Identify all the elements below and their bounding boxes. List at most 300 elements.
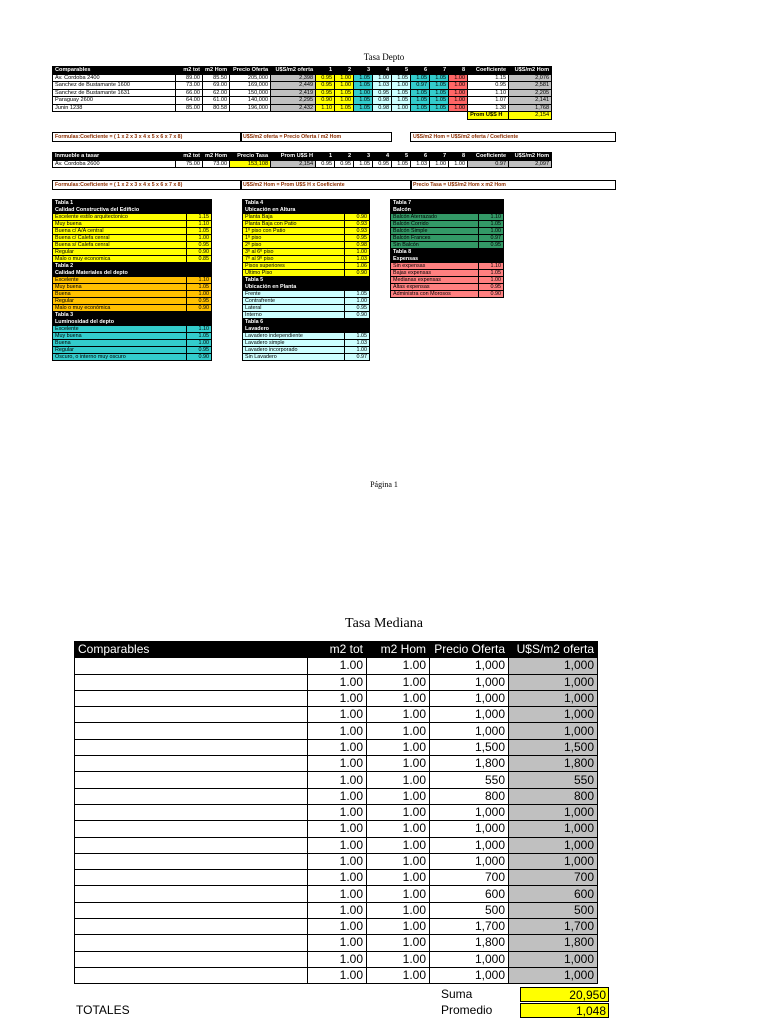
empty-cell bbox=[335, 112, 354, 120]
factor-label: Lavadero simple bbox=[243, 340, 345, 347]
cell: 1.05 bbox=[430, 82, 449, 90]
cell: 1.00 bbox=[308, 804, 367, 820]
cell bbox=[75, 674, 308, 690]
cell: 1.00 bbox=[367, 772, 430, 788]
factor-row bbox=[53, 242, 212, 249]
cell: 700 bbox=[509, 870, 598, 886]
factor-label: Balcón Frances bbox=[391, 235, 479, 242]
factor-value: 0.90 bbox=[187, 354, 212, 361]
col-header: m2 tot bbox=[176, 153, 203, 161]
factor-row bbox=[53, 354, 212, 361]
cell: 1,768 bbox=[509, 104, 552, 112]
prom-value: 2,154 bbox=[509, 112, 552, 120]
factor-header-row bbox=[53, 200, 212, 207]
cell: 73.00 bbox=[176, 82, 203, 90]
cell: 1,000 bbox=[430, 837, 509, 853]
col-header: U$S/m2 oferta bbox=[271, 67, 316, 75]
factor-value: 1.05 bbox=[345, 291, 370, 298]
cell: Av. Cordoba 2400 bbox=[53, 74, 176, 82]
factor-label: Malo o muy económica bbox=[53, 305, 187, 312]
cell bbox=[75, 690, 308, 706]
cell bbox=[75, 739, 308, 755]
cell: 1.00 bbox=[449, 97, 468, 105]
factor-row bbox=[243, 312, 370, 319]
cell: 169,000 bbox=[230, 82, 271, 90]
cell: 1.05 bbox=[392, 160, 411, 168]
cell: 1.00 bbox=[367, 739, 430, 755]
cell: 1.00 bbox=[308, 967, 367, 983]
prom-label: Prom U$S H bbox=[468, 112, 509, 120]
cell: 1.05 bbox=[392, 97, 411, 105]
factor-row bbox=[391, 263, 504, 270]
factor-label: Buena c/ A/A central bbox=[53, 228, 187, 235]
cell: 1.00 bbox=[308, 821, 367, 837]
factor-value: 1.00 bbox=[187, 291, 212, 298]
cell: 700 bbox=[430, 870, 509, 886]
factor-row bbox=[391, 270, 504, 277]
factor-value: 0.95 bbox=[479, 242, 504, 249]
cell: Sanchez de Bustamante 1600 bbox=[53, 82, 176, 90]
cell: 61.00 bbox=[203, 97, 230, 105]
factor-row bbox=[243, 298, 370, 305]
cell: 0.95 bbox=[316, 89, 335, 97]
suma-value: 20,950 bbox=[520, 987, 609, 1002]
col-header: 3 bbox=[354, 67, 373, 75]
cell: Paraguay 2600 bbox=[53, 97, 176, 105]
mediana-row bbox=[75, 772, 598, 788]
empty-cell bbox=[316, 112, 335, 120]
cell: 73.00 bbox=[203, 160, 230, 168]
cell: 1.38 bbox=[468, 104, 509, 112]
cell: 1.00 bbox=[367, 870, 430, 886]
page-number: Página 1 bbox=[370, 480, 398, 489]
formula-hom: U$S/m2 Hom = U$S/m2 oferta / Coeficiente bbox=[410, 132, 616, 142]
cell: 0.95 bbox=[468, 82, 509, 90]
factor-table-col2 bbox=[242, 199, 370, 361]
cell: 1.00 bbox=[367, 821, 430, 837]
cell: 1,500 bbox=[430, 739, 509, 755]
cell: 1,800 bbox=[430, 756, 509, 772]
cell: 1.00 bbox=[308, 756, 367, 772]
cell: 1.00 bbox=[335, 82, 354, 90]
factor-row bbox=[391, 221, 504, 228]
factor-value: 0.93 bbox=[345, 221, 370, 228]
cell: 1,000 bbox=[430, 967, 509, 983]
factor-header-row bbox=[53, 270, 212, 277]
cell: 1,500 bbox=[509, 739, 598, 755]
empty-cell bbox=[53, 112, 176, 120]
cell: 1.00 bbox=[367, 919, 430, 935]
mediana-row bbox=[75, 902, 598, 918]
factor-row bbox=[391, 291, 504, 298]
cell: 85.00 bbox=[176, 104, 203, 112]
cell bbox=[75, 870, 308, 886]
cell: 2,205 bbox=[509, 89, 552, 97]
factor-label: Administra con Morosos bbox=[391, 291, 479, 298]
cell: 1.00 bbox=[308, 723, 367, 739]
col-header: 6 bbox=[411, 67, 430, 75]
mediana-row bbox=[75, 967, 598, 983]
col-header: Precio Oferta bbox=[430, 642, 509, 658]
cell: 600 bbox=[430, 886, 509, 902]
col-header: m2 tot bbox=[308, 642, 367, 658]
factor-label: Muy buena bbox=[53, 221, 187, 228]
factor-label: Oscuro, o interno muy oscuro bbox=[53, 354, 187, 361]
factor-value: 1.00 bbox=[479, 228, 504, 235]
cell: 2,419 bbox=[271, 89, 316, 97]
cell: 550 bbox=[509, 772, 598, 788]
mediana-row bbox=[75, 788, 598, 804]
factor-header: Tabla 7 bbox=[391, 200, 504, 207]
cell bbox=[75, 967, 308, 983]
factor-row bbox=[391, 284, 504, 291]
comparable-row bbox=[53, 74, 552, 82]
col-header: 1 bbox=[316, 153, 335, 161]
col-header: 8 bbox=[449, 67, 468, 75]
factor-label: Balcón Aterrazado bbox=[391, 214, 479, 221]
factor-row bbox=[243, 270, 370, 277]
comparable-row bbox=[53, 104, 552, 112]
factor-label: 2º piso bbox=[243, 242, 345, 249]
cell: 75.00 bbox=[176, 160, 203, 168]
col-header: U$S/m2 Hom bbox=[509, 67, 552, 75]
col-header: U$S/m2 oferta bbox=[509, 642, 598, 658]
factor-row bbox=[243, 347, 370, 354]
cell: 1.00 bbox=[308, 772, 367, 788]
col-header: Precio Tasa bbox=[230, 153, 271, 161]
factor-header-row bbox=[53, 263, 212, 270]
col-header: 1 bbox=[316, 67, 335, 75]
factor-value: 1.15 bbox=[187, 214, 212, 221]
mediana-row bbox=[75, 674, 598, 690]
subject-table bbox=[52, 152, 552, 168]
factor-value: 0.90 bbox=[345, 312, 370, 319]
cell: 64.00 bbox=[176, 97, 203, 105]
factor-label: Lavadero incorporado bbox=[243, 347, 345, 354]
factor-header-row bbox=[53, 319, 212, 326]
cell: 0.95 bbox=[335, 160, 354, 168]
factor-label: 3º al 6º piso bbox=[243, 249, 345, 256]
cell: 1.05 bbox=[411, 74, 430, 82]
mediana-header-row bbox=[75, 642, 598, 658]
factor-value: 0.98 bbox=[345, 242, 370, 249]
cell: 1.00 bbox=[335, 97, 354, 105]
cell: 1.05 bbox=[392, 74, 411, 82]
mediana-row bbox=[75, 919, 598, 935]
factor-row bbox=[53, 235, 212, 242]
cell: 1,000 bbox=[430, 951, 509, 967]
factor-row bbox=[391, 235, 504, 242]
cell: 2,398 bbox=[271, 74, 316, 82]
factor-value: 1.00 bbox=[187, 340, 212, 347]
factor-value: 0.90 bbox=[187, 249, 212, 256]
cell: 150,000 bbox=[230, 89, 271, 97]
cell bbox=[75, 902, 308, 918]
cell: 1.00 bbox=[335, 74, 354, 82]
factor-label: Sin expensas bbox=[391, 263, 479, 270]
cell: 1,000 bbox=[509, 951, 598, 967]
cell bbox=[75, 788, 308, 804]
factor-value: 1.10 bbox=[479, 263, 504, 270]
factor-value: 1.00 bbox=[187, 235, 212, 242]
empty-cell bbox=[354, 112, 373, 120]
factor-label: Lavadero independiente bbox=[243, 333, 345, 340]
cell: 1.00 bbox=[308, 870, 367, 886]
factor-label: Bajas expensas bbox=[391, 270, 479, 277]
factor-row bbox=[243, 340, 370, 347]
cell: 1,700 bbox=[509, 919, 598, 935]
factor-label: Buena bbox=[53, 291, 187, 298]
factor-value: 0.97 bbox=[345, 354, 370, 361]
cell: 1.00 bbox=[367, 756, 430, 772]
cell: 1.00 bbox=[367, 935, 430, 951]
cell: 1.03 bbox=[411, 160, 430, 168]
factor-value: 1.10 bbox=[187, 221, 212, 228]
col-header: m2 tot bbox=[176, 67, 203, 75]
cell: 1.00 bbox=[308, 788, 367, 804]
factor-value: 1.00 bbox=[345, 347, 370, 354]
comparables-header-row bbox=[53, 67, 552, 75]
factor-label: Pisos superiores bbox=[243, 263, 345, 270]
col-header: Coeficiente bbox=[468, 153, 509, 161]
factor-row bbox=[53, 284, 212, 291]
cell: 1.00 bbox=[308, 658, 367, 674]
factor-value: 0.95 bbox=[345, 235, 370, 242]
cell: 1.00 bbox=[392, 82, 411, 90]
factor-label: Ultimo Piso bbox=[243, 270, 345, 277]
cell: 1,000 bbox=[509, 853, 598, 869]
cell: 1.05 bbox=[411, 89, 430, 97]
cell: 600 bbox=[509, 886, 598, 902]
subject-header-row bbox=[53, 153, 552, 161]
empty-cell bbox=[203, 112, 230, 120]
factor-row bbox=[391, 277, 504, 284]
cell bbox=[75, 837, 308, 853]
factor-label: Balcón Simple bbox=[391, 228, 479, 235]
cell: 1.00 bbox=[367, 967, 430, 983]
factor-header: Expensas bbox=[391, 256, 504, 263]
factor-value: 1.00 bbox=[345, 298, 370, 305]
factor-label: Buena s/ Calefa cenral bbox=[53, 242, 187, 249]
factor-table-col1 bbox=[52, 199, 212, 361]
factor-label: Regular bbox=[53, 249, 187, 256]
cell: 1.05 bbox=[335, 89, 354, 97]
cell: Sanchez de Bustamante 1631 bbox=[53, 89, 176, 97]
factor-label: 7º al 9º piso bbox=[243, 256, 345, 263]
factor-row bbox=[243, 249, 370, 256]
cell bbox=[75, 853, 308, 869]
factor-value: 1.10 bbox=[479, 214, 504, 221]
cell: 0.97 bbox=[411, 82, 430, 90]
col-header: 4 bbox=[373, 153, 392, 161]
cell: 1.00 bbox=[308, 674, 367, 690]
cell: 1.00 bbox=[367, 902, 430, 918]
factor-row bbox=[243, 354, 370, 361]
cell: 1.00 bbox=[308, 853, 367, 869]
cell: 1,000 bbox=[509, 690, 598, 706]
col-header: 5 bbox=[392, 67, 411, 75]
factor-value: 1.05 bbox=[345, 333, 370, 340]
empty-cell bbox=[449, 112, 468, 120]
cell: 1,000 bbox=[430, 723, 509, 739]
factor-header: Tabla 6 bbox=[243, 319, 370, 326]
col-header: m2 Hom bbox=[203, 67, 230, 75]
factor-row bbox=[243, 291, 370, 298]
cell: 1,000 bbox=[430, 658, 509, 674]
cell: 205,000 bbox=[230, 74, 271, 82]
factor-header: Lavadero bbox=[243, 326, 370, 333]
mediana-row bbox=[75, 886, 598, 902]
cell: 153,108 bbox=[230, 160, 271, 168]
cell: 1,000 bbox=[430, 707, 509, 723]
mediana-row bbox=[75, 935, 598, 951]
col-header: Comparables bbox=[75, 642, 308, 658]
empty-cell bbox=[430, 112, 449, 120]
factor-row bbox=[243, 235, 370, 242]
cell: 1.00 bbox=[367, 886, 430, 902]
factor-value: 1.10 bbox=[187, 277, 212, 284]
cell bbox=[75, 756, 308, 772]
mediana-row bbox=[75, 951, 598, 967]
factor-header-row bbox=[391, 249, 504, 256]
factor-row bbox=[53, 305, 212, 312]
factor-label: Contrafrente bbox=[243, 298, 345, 305]
col-header: m2 Hom bbox=[203, 153, 230, 161]
factor-row bbox=[391, 242, 504, 249]
factor-header: Ubicación en Altura bbox=[243, 207, 370, 214]
cell: 1.05 bbox=[335, 104, 354, 112]
factor-row bbox=[243, 305, 370, 312]
cell: 1.00 bbox=[367, 674, 430, 690]
cell: 1,000 bbox=[430, 853, 509, 869]
factor-row bbox=[243, 214, 370, 221]
factor-row bbox=[53, 291, 212, 298]
cell: 1.00 bbox=[367, 853, 430, 869]
factor-table-col3 bbox=[390, 199, 504, 298]
cell: 1.00 bbox=[373, 74, 392, 82]
cell: 1.00 bbox=[308, 739, 367, 755]
factor-label: 1º piso con Patio bbox=[243, 228, 345, 235]
factor-value: 1.05 bbox=[479, 221, 504, 228]
page2-title: Tasa Mediana bbox=[345, 616, 423, 631]
cell bbox=[75, 919, 308, 935]
cell: 1,000 bbox=[509, 723, 598, 739]
factor-value: 1.05 bbox=[187, 333, 212, 340]
cell: 0.98 bbox=[373, 97, 392, 105]
factor-row bbox=[53, 249, 212, 256]
cell: 1.00 bbox=[449, 89, 468, 97]
factor-label: Malo o muy economica bbox=[53, 256, 187, 263]
factor-header: Calidad Materiales del depto bbox=[53, 270, 212, 277]
cell bbox=[75, 951, 308, 967]
comparable-row bbox=[53, 89, 552, 97]
mediana-row bbox=[75, 804, 598, 820]
factor-header: Tabla 4 bbox=[243, 200, 370, 207]
mediana-row bbox=[75, 837, 598, 853]
factor-row bbox=[243, 242, 370, 249]
totals-label: TOTALES bbox=[76, 1003, 130, 1017]
cell: 1,000 bbox=[509, 821, 598, 837]
cell: 1.00 bbox=[308, 902, 367, 918]
col-header: 2 bbox=[335, 67, 354, 75]
cell: 1.15 bbox=[468, 74, 509, 82]
cell: 0.98 bbox=[373, 104, 392, 112]
factor-value: 0.85 bbox=[187, 256, 212, 263]
factor-row bbox=[53, 256, 212, 263]
col-header: 6 bbox=[411, 153, 430, 161]
factor-header: Tabla 1 bbox=[53, 200, 212, 207]
cell: 1.05 bbox=[354, 97, 373, 105]
factor-header-row bbox=[243, 284, 370, 291]
cell: 2,581 bbox=[509, 82, 552, 90]
promedio-value: 1,048 bbox=[520, 1003, 609, 1018]
factor-header-row bbox=[391, 256, 504, 263]
mediana-row bbox=[75, 690, 598, 706]
factor-header-row bbox=[243, 319, 370, 326]
cell: 89.00 bbox=[176, 74, 203, 82]
cell: 1.03 bbox=[373, 82, 392, 90]
col-header: 3 bbox=[354, 153, 373, 161]
factor-row bbox=[53, 228, 212, 235]
factor-header: Tabla 5 bbox=[243, 277, 370, 284]
factor-row bbox=[391, 214, 504, 221]
factor-value: 1.03 bbox=[345, 340, 370, 347]
cell: 1.05 bbox=[354, 74, 373, 82]
cell: 800 bbox=[430, 788, 509, 804]
col-header: Comparables bbox=[53, 67, 176, 75]
cell: 1.05 bbox=[430, 74, 449, 82]
factor-label: Buena bbox=[53, 340, 187, 347]
cell: 1,000 bbox=[509, 658, 598, 674]
cell: 0.95 bbox=[373, 160, 392, 168]
cell: 500 bbox=[430, 902, 509, 918]
factor-row bbox=[53, 277, 212, 284]
cell: 1.00 bbox=[367, 951, 430, 967]
cell: 1.00 bbox=[449, 104, 468, 112]
factor-value: 0.93 bbox=[345, 228, 370, 235]
factor-header-row bbox=[53, 312, 212, 319]
factor-value: 1.05 bbox=[479, 270, 504, 277]
cell: 1.05 bbox=[430, 89, 449, 97]
cell: 1.05 bbox=[411, 97, 430, 105]
factor-row bbox=[53, 340, 212, 347]
factor-value: 1.05 bbox=[187, 284, 212, 291]
cell: 80.58 bbox=[203, 104, 230, 112]
col-header: 7 bbox=[430, 67, 449, 75]
mediana-row bbox=[75, 870, 598, 886]
cell: 140,000 bbox=[230, 97, 271, 105]
factor-label: Buena c/ Calefa cenral bbox=[53, 235, 187, 242]
cell: 0.97 bbox=[468, 160, 509, 168]
factor-header-row bbox=[243, 277, 370, 284]
cell: 1.00 bbox=[367, 788, 430, 804]
factor-header: Balcón bbox=[391, 207, 504, 214]
cell: 1,000 bbox=[509, 707, 598, 723]
factor-row bbox=[53, 326, 212, 333]
cell: 1.00 bbox=[308, 935, 367, 951]
cell: 1.05 bbox=[430, 104, 449, 112]
cell: 1,000 bbox=[430, 804, 509, 820]
cell: 1.00 bbox=[354, 89, 373, 97]
cell: 1,800 bbox=[509, 935, 598, 951]
factor-row bbox=[243, 256, 370, 263]
formula-coeficiente: Formulas:Coeficiente = ( 1 x 2 x 3 x 4 x 5 x 6 x 7 x 8) bbox=[52, 132, 242, 142]
cell: 69.00 bbox=[203, 82, 230, 90]
col-header: 8 bbox=[449, 153, 468, 161]
factor-row bbox=[243, 228, 370, 235]
factor-label: Muy buena bbox=[53, 284, 187, 291]
cell bbox=[75, 804, 308, 820]
